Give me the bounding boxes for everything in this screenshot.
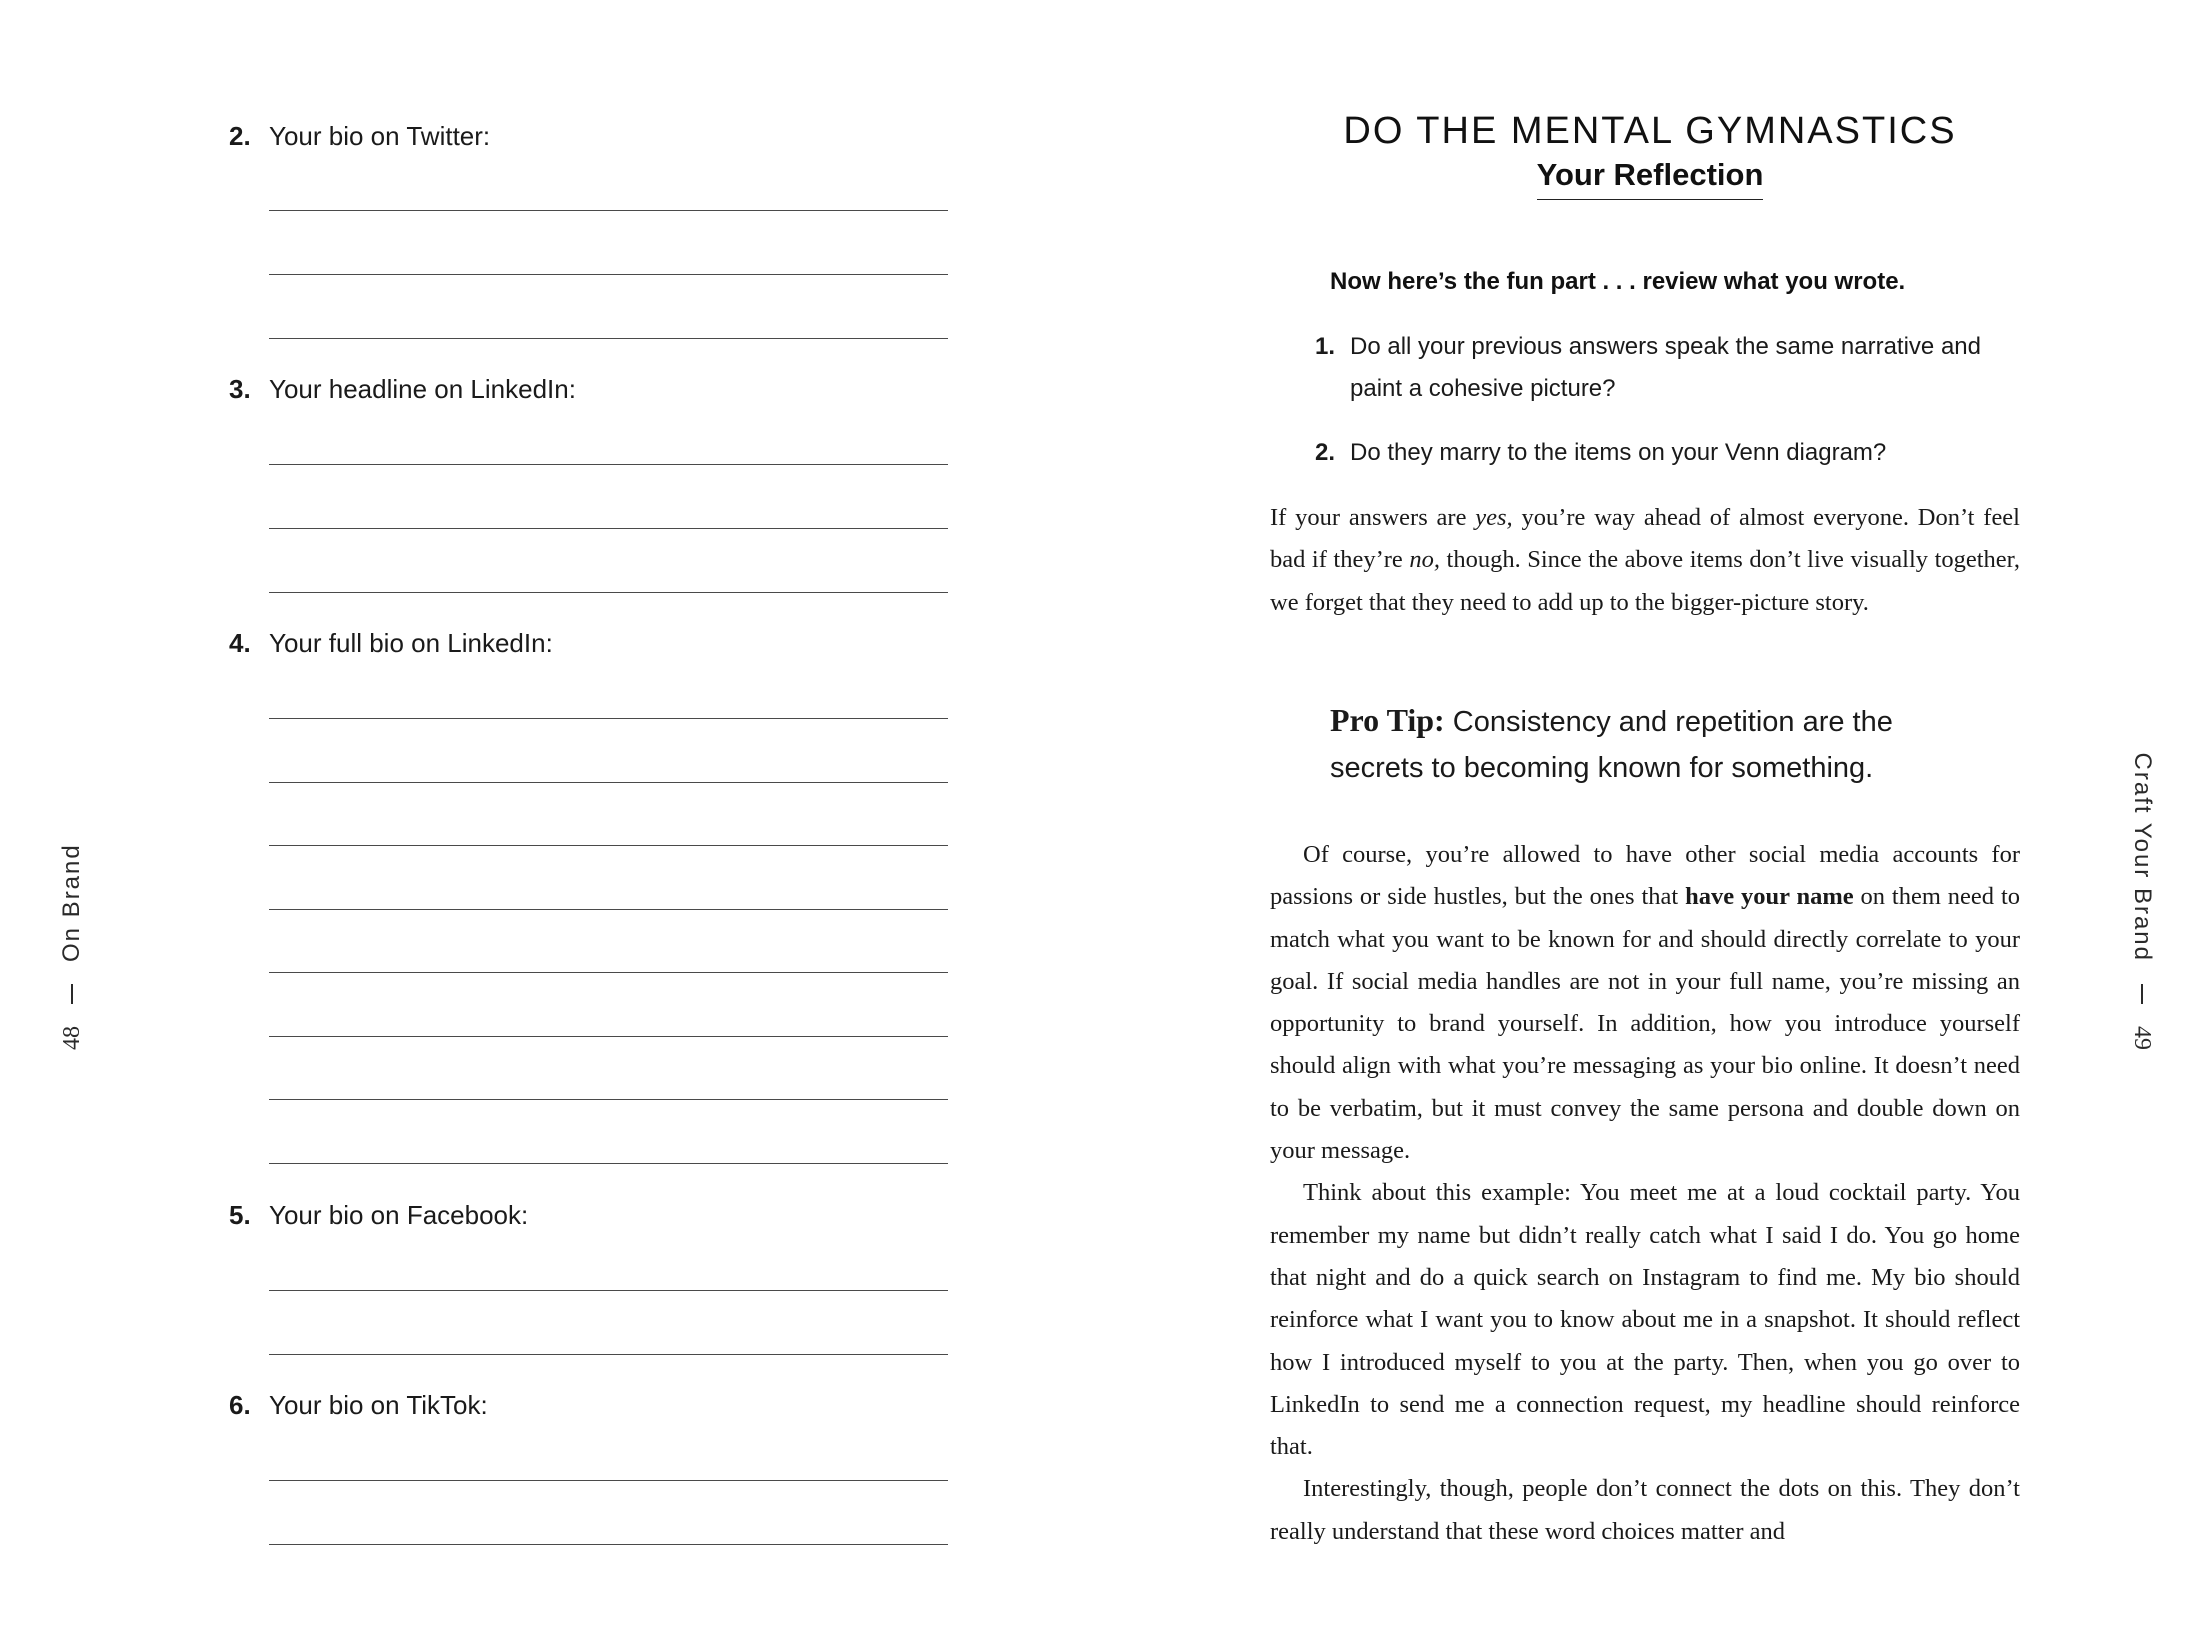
question-number: 3. [229, 374, 251, 404]
answer-line[interactable] [269, 1099, 948, 1100]
page-number: 49 [2129, 1026, 2156, 1050]
answer-line[interactable] [269, 1036, 948, 1037]
left-running-head [52, 730, 92, 1050]
question-label [229, 1389, 949, 1421]
answer-line[interactable] [269, 972, 948, 973]
question-facebook-bio [229, 1199, 949, 1231]
question-number: 4. [229, 628, 251, 658]
running-head-title: On Brand [58, 843, 85, 962]
question-text: Your bio on TikTok: [269, 1390, 488, 1420]
running-head-divider [71, 984, 73, 1004]
question-label [229, 627, 949, 659]
review-item-text: Do all your previous answers speak the same narrative and paint a cohesive picture? [1350, 333, 1981, 402]
question-text: Your headline on LinkedIn: [269, 374, 576, 404]
review-lead: Now here’s the fun part . . . review what you wrote. [1330, 268, 1906, 295]
answer-line[interactable] [269, 274, 948, 275]
question-number: 5. [229, 1200, 251, 1230]
question-linkedin-full-bio [229, 627, 949, 659]
section-title: DO THE MENTAL GYMNASTICS [1343, 110, 1957, 152]
answer-line[interactable] [269, 1480, 948, 1481]
answer-line[interactable] [269, 1163, 948, 1164]
para-text: Of course, you’re allowed to have other social media accounts for passions or side hustles, but the ones that [1270, 841, 2020, 911]
question-label [229, 373, 949, 405]
answer-line[interactable] [269, 909, 948, 910]
right-running-head [2122, 730, 2162, 1050]
answer-line[interactable] [269, 464, 948, 465]
body-paragraph-connect-dots: Interestingly, though, people don’t connect the dots on this. They don’t really understand that these word choices matter and [1270, 1475, 2020, 1545]
question-number: 6. [229, 1390, 251, 1420]
answer-line[interactable] [269, 528, 948, 529]
answer-line[interactable] [269, 1354, 948, 1355]
para-text: though. Since the above items don’t live visually together, we forget that they need to add up to the bigger-picture story. [1270, 546, 2020, 616]
review-item [1315, 326, 2005, 410]
section-subtitle-wrap [1100, 155, 2200, 200]
para-emphasis: no, [1409, 546, 1440, 574]
pro-tip-text: Consistency and repetition are the secrets to becoming known for something. [1330, 706, 1893, 784]
para-emphasis: yes, [1475, 504, 1513, 531]
body-paragraph-social-accounts [1270, 834, 2020, 1172]
answer-line[interactable] [269, 845, 948, 846]
question-label [229, 1199, 949, 1231]
running-head-title: Craft Your Brand [2129, 752, 2156, 962]
page-number: 48 [58, 1026, 85, 1050]
pro-tip-callout [1330, 697, 1970, 791]
question-text: Your bio on Twitter: [269, 121, 491, 151]
answer-line[interactable] [269, 718, 948, 719]
pro-tip-label: Pro Tip: [1330, 702, 1445, 738]
answer-line[interactable] [269, 1544, 948, 1545]
answer-line[interactable] [269, 338, 948, 339]
body-text-main [1270, 834, 2020, 1553]
para-text: you’re way ahead of almost everyone. Don’t feel bad if they’re [1270, 504, 2020, 574]
question-label [229, 120, 949, 152]
question-text: Your full bio on LinkedIn: [269, 628, 553, 658]
answer-line[interactable] [269, 210, 948, 211]
review-item-number: 1. [1315, 333, 1336, 360]
review-item [1315, 432, 2005, 474]
para-text: If your answers are [1270, 504, 1476, 531]
question-tiktok-bio [229, 1389, 949, 1421]
question-number: 2. [229, 121, 251, 151]
answer-line[interactable] [269, 1290, 948, 1291]
question-twitter-bio [229, 120, 949, 152]
body-paragraph-yes-no [1270, 497, 2020, 624]
answer-line[interactable] [269, 782, 948, 783]
review-item-text: Do they marry to the items on your Venn diagram? [1350, 439, 1887, 466]
para-bold: have your name [1685, 883, 1854, 911]
section-subtitle: Your Reflection [1537, 155, 1764, 200]
para-text: on them need to match what you want to be known for and should directly correlate to your goal. If social media handles are not in your full name, you’re missing an opportunity to brand yourself. In addition, how you introduce yourself should align with what you’re messaging as your bio online. It doesn’t need to be verbatim, but it must convey the same persona and double down on your message. [1270, 883, 2021, 1165]
answer-line[interactable] [269, 592, 948, 593]
question-text: Your bio on Facebook: [269, 1200, 529, 1230]
right-page [1100, 0, 2200, 1650]
body-paragraph-cocktail-example: Think about this example: You meet me at a loud cocktail party. You remember my name but didn’t really catch what I said I do. You go home that night and do a quick search on Instagram to find me. My bio should reinforce what I want you to know about me in a snapshot. It should reflect how I introduced myself to you at the party. Then, when you go over to LinkedIn to send me a connection request, my headline should reinforce that. [1270, 1179, 2020, 1461]
question-linkedin-headline [229, 373, 949, 405]
review-item-number: 2. [1315, 439, 1336, 466]
running-head-divider [2141, 984, 2143, 1004]
